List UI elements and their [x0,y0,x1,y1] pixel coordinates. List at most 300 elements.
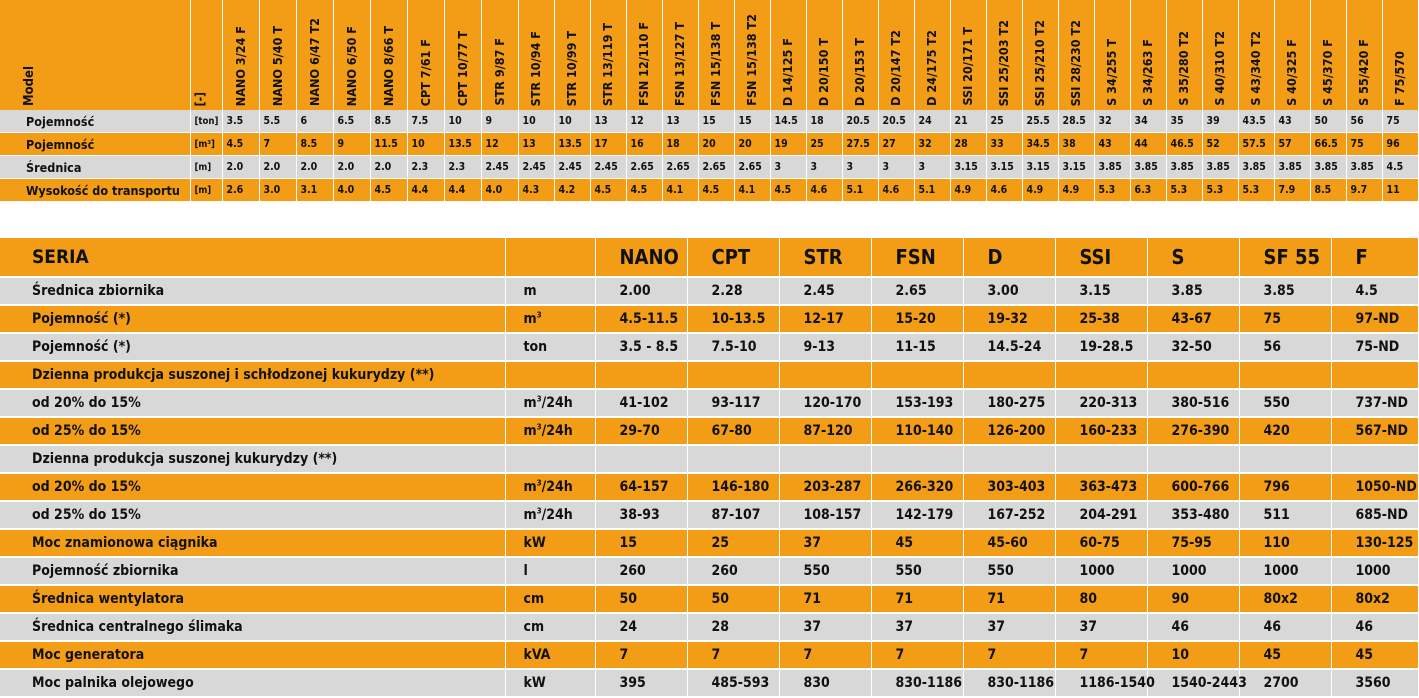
model-value-cell: 7 [259,133,296,156]
series-value-cell: 25-38 [1055,305,1147,333]
model-value-cell: 4.5 [698,179,734,202]
series-value-cell: 50 [595,585,687,613]
series-value-cell: 2.65 [871,277,963,305]
model-name [734,0,770,110]
model-value-cell: 4.9 [950,179,986,202]
series-value-cell: 7 [1055,641,1147,669]
model-name-text: F 75/570 [1392,51,1407,106]
model-name [698,0,734,110]
series-value-cell [1331,361,1418,389]
series-value-cell [779,445,871,473]
model-value-cell: 3 [770,156,806,179]
series-value-cell [1239,445,1331,473]
series-value-cell: 97-ND [1331,305,1418,333]
model-name [950,0,986,110]
series-value-cell: 180-275 [963,389,1055,417]
series-header-unit [505,238,595,277]
unit-superscript: 3 [536,506,542,516]
model-value-cell: 25 [806,133,842,156]
model-name-text: STR 13/119 T [600,22,615,106]
series-value-cell: 1540-2443 [1147,669,1239,697]
model-value-cell: 43.5 [1238,110,1274,133]
unit-base: kW [523,535,546,551]
model-value-cell: 2.45 [590,156,626,179]
series-header-row [0,238,1418,277]
series-value-cell: 146-180 [687,473,779,501]
series-row [0,613,1418,641]
model-value-cell: 7.9 [1274,179,1310,202]
model-row-unit: [ton] [190,110,222,133]
model-name-text: S 45/370 F [1320,39,1335,106]
series-value-cell: 220-313 [1055,389,1147,417]
series-value-cell: 2.45 [779,277,871,305]
model-name-text: S 35/280 T2 [1176,31,1191,106]
series-value-cell: 7 [687,641,779,669]
series-row-label: Moc generatora [0,641,505,669]
series-value-cell: 567-ND [1331,417,1418,445]
model-value-cell: 3 [806,156,842,179]
model-name [407,0,444,110]
model-value-cell: 4.6 [806,179,842,202]
model-value-cell: 5.1 [842,179,878,202]
model-value-cell: 2.45 [554,156,590,179]
model-value-cell: 3.85 [1094,156,1130,179]
series-value-cell: 71 [963,585,1055,613]
model-value-cell: 25.5 [1022,110,1058,133]
series-value-cell: 3.5 - 8.5 [595,333,687,361]
series-value-cell: 24 [595,613,687,641]
model-value-cell: 9 [333,133,370,156]
model-value-cell: 13 [662,110,698,133]
unit-tail: /24h [541,507,573,523]
model-value-cell: 2.0 [370,156,407,179]
series-value-cell [687,445,779,473]
model-name [333,0,370,110]
model-value-cell: 50 [1310,110,1346,133]
series-value-cell: 64-157 [595,473,687,501]
model-value-cell: 17 [590,133,626,156]
model-name [806,0,842,110]
series-value-cell [871,361,963,389]
model-name [481,0,518,110]
model-value-cell: 57 [1274,133,1310,156]
model-name-text: SSI 28/230 T2 [1068,19,1083,106]
series-value-cell: 3560 [1331,669,1418,697]
series-name: STR [779,238,871,277]
series-value-cell: 108-157 [779,501,871,529]
unit-base: ton [523,339,548,355]
model-value-cell: 4.5 [222,133,259,156]
series-value-cell: 71 [779,585,871,613]
model-row [0,110,1418,133]
unit-tail: /24h [541,423,573,439]
series-value-cell: 80x2 [1331,585,1418,613]
model-value-cell: 13 [590,110,626,133]
series-value-cell [595,361,687,389]
series-row-label: Pojemność (*) [0,305,505,333]
series-value-cell: 600-766 [1147,473,1239,501]
model-value-cell: 21 [950,110,986,133]
model-value-cell: 3.85 [1346,156,1382,179]
series-row-unit [505,473,595,501]
model-row-label: Wysokość do transportu [0,179,190,202]
model-name [914,0,950,110]
model-value-cell: 2.0 [259,156,296,179]
series-value-cell: 37 [871,613,963,641]
model-name-text: S 55/420 F [1356,39,1371,106]
model-value-cell: 4.5 [370,179,407,202]
unit-base: m [523,507,537,523]
model-value-cell: 52 [1202,133,1238,156]
series-row-unit [505,277,595,305]
series-row-label: Moc palnika olejowego [0,669,505,697]
series-row-label: Średnica centralnego ślimaka [0,613,505,641]
series-value-cell [1055,361,1147,389]
model-name-text: D 20/147 T2 [888,30,903,106]
series-value-cell [687,361,779,389]
model-value-cell: 14.5 [770,110,806,133]
model-value-cell: 11.5 [370,133,407,156]
model-value-cell: 3.0 [259,179,296,202]
series-value-cell: 90 [1147,585,1239,613]
series-row [0,389,1418,417]
series-value-cell: 38-93 [595,501,687,529]
series-row-label: Średnica zbiornika [0,277,505,305]
model-name-text: D 20/153 T [852,37,867,106]
series-value-cell [1147,445,1239,473]
model-name [444,0,481,110]
series-value-cell: 167-252 [963,501,1055,529]
model-name [1274,0,1310,110]
model-value-cell: 3.15 [950,156,986,179]
series-value-cell: 46 [1239,613,1331,641]
model-value-cell: 3.85 [1238,156,1274,179]
series-value-cell: 80x2 [1239,585,1331,613]
model-value-cell: 56 [1346,110,1382,133]
series-value-cell: 14.5-24 [963,333,1055,361]
series-value-cell [963,445,1055,473]
series-value-cell: 1000 [1331,557,1418,585]
series-value-cell: 4.5-11.5 [595,305,687,333]
series-value-cell: 50 [687,585,779,613]
model-name [370,0,407,110]
series-row [0,417,1418,445]
model-name [296,0,333,110]
model-value-cell: 19 [770,133,806,156]
series-row-unit [505,445,595,473]
model-value-cell: 8.5 [370,110,407,133]
model-name-text: STR 9/87 F [491,38,507,106]
model-name [518,0,554,110]
series-row [0,529,1418,557]
model-value-cell: 27.5 [842,133,878,156]
series-value-cell: 126-200 [963,417,1055,445]
model-value-cell: 2.45 [518,156,554,179]
series-value-cell: 395 [595,669,687,697]
series-value-cell: 303-403 [963,473,1055,501]
series-value-cell: 10 [1147,641,1239,669]
series-row-label: Dzienna produkcja suszonej kukurydzy (**) [0,445,505,473]
model-value-cell: 28 [950,133,986,156]
model-header-label-text: Model [22,66,37,106]
series-value-cell [1147,361,1239,389]
model-value-cell: 5.5 [259,110,296,133]
model-name-text: FSN 15/138 T2 [744,14,759,106]
model-header-unit [190,0,222,110]
series-value-cell: 1050-ND [1331,473,1418,501]
series-value-cell: 3.85 [1147,277,1239,305]
series-row [0,277,1418,305]
series-row [0,501,1418,529]
model-name [878,0,914,110]
model-name [662,0,698,110]
model-value-cell: 25 [986,110,1022,133]
model-value-cell: 28.5 [1058,110,1094,133]
model-name-text: D 24/175 T2 [924,30,939,106]
model-value-cell: 2.0 [222,156,259,179]
series-row [0,641,1418,669]
series-value-cell: 45 [871,529,963,557]
model-name [770,0,806,110]
series-value-cell: 796 [1239,473,1331,501]
model-value-cell: 4.9 [1022,179,1058,202]
series-row-label: od 25% do 15% [0,417,505,445]
model-row-label: Średnica [0,156,190,179]
series-value-cell: 260 [687,557,779,585]
model-value-cell: 3.15 [1022,156,1058,179]
model-value-cell: 96 [1382,133,1418,156]
model-name [1202,0,1238,110]
series-value-cell: 7 [779,641,871,669]
model-value-cell: 39 [1202,110,1238,133]
series-value-cell: 15 [595,529,687,557]
series-value-cell [963,361,1055,389]
series-name: S [1147,238,1239,277]
model-name-text: NANO 8/66 T [380,25,396,106]
series-row-label: od 20% do 15% [0,473,505,501]
model-name-text: SSI 25/203 T2 [996,19,1011,106]
series-value-cell [1055,445,1147,473]
model-value-cell: 13.5 [554,133,590,156]
series-value-cell: 685-ND [1331,501,1418,529]
unit-base: m [523,311,537,327]
model-name-text: D 14/125 F [780,37,795,106]
series-value-cell: 12-17 [779,305,871,333]
series-name: FSN [871,238,963,277]
series-value-cell: 1186-1540 [1055,669,1147,697]
series-name: SSI [1055,238,1147,277]
series-value-cell: 2.28 [687,277,779,305]
model-value-cell: 4.5 [626,179,662,202]
series-row-unit [505,417,595,445]
series-value-cell: 830 [779,669,871,697]
model-value-cell: 43 [1274,110,1310,133]
model-name-text: S 40/310 T2 [1212,31,1227,106]
model-value-cell: 2.3 [444,156,481,179]
model-value-cell: 75 [1346,133,1382,156]
series-value-cell: 260 [595,557,687,585]
model-name-text: STR 10/99 T [564,30,579,106]
model-value-cell: 5.3 [1094,179,1130,202]
series-value-cell: 7 [871,641,963,669]
series-value-cell: 10-13.5 [687,305,779,333]
series-value-cell [1239,361,1331,389]
model-name [626,0,662,110]
model-value-cell: 4.6 [986,179,1022,202]
unit-base: l [523,563,528,579]
series-name: CPT [687,238,779,277]
series-value-cell: 45 [1239,641,1331,669]
model-row [0,156,1418,179]
model-value-cell: 9.7 [1346,179,1382,202]
series-value-cell: 75-95 [1147,529,1239,557]
series-row-label: Moc znamionowa ciągnika [0,529,505,557]
model-header-label [0,0,190,110]
model-name [590,0,626,110]
model-value-cell: 3 [878,156,914,179]
unit-superscript: 3 [536,310,542,320]
series-value-cell: 9-13 [779,333,871,361]
series-value-cell: 46 [1147,613,1239,641]
unit-tail: /24h [541,479,573,495]
unit-base: m [523,479,537,495]
series-value-cell: 1000 [1055,557,1147,585]
model-value-cell: 5.1 [914,179,950,202]
series-value-cell: 32-50 [1147,333,1239,361]
series-value-cell: 353-480 [1147,501,1239,529]
model-value-cell: 3 [842,156,878,179]
model-value-cell: 6.3 [1130,179,1166,202]
model-name-text: NANO 5/40 T [269,25,285,106]
series-value-cell: 43-67 [1147,305,1239,333]
series-value-cell: 380-516 [1147,389,1239,417]
series-row-unit [505,529,595,557]
series-value-cell: 41-102 [595,389,687,417]
model-value-cell: 12 [481,133,518,156]
model-spec-table [0,0,1419,202]
model-value-cell: 4.5 [590,179,626,202]
model-value-cell: 20.5 [878,110,914,133]
unit-base: kW [523,675,546,691]
model-header-row [0,0,1418,110]
model-value-cell: 2.0 [296,156,333,179]
model-name-text: SSI 25/210 T2 [1032,19,1047,106]
model-value-cell: 4.1 [734,179,770,202]
series-row [0,669,1418,697]
series-value-cell: 87-107 [687,501,779,529]
model-value-cell: 3.85 [1202,156,1238,179]
model-row-unit: [m] [190,156,222,179]
model-value-cell: 32 [914,133,950,156]
series-row [0,305,1418,333]
series-value-cell: 550 [963,557,1055,585]
model-value-cell: 6.5 [333,110,370,133]
model-name-text: CPT 7/61 F [417,38,433,106]
series-value-cell: 7 [963,641,1055,669]
model-value-cell: 8.5 [1310,179,1346,202]
series-name: F [1331,238,1418,277]
model-value-cell: 66.5 [1310,133,1346,156]
model-value-cell: 3.85 [1166,156,1202,179]
unit-superscript: 3 [536,422,542,432]
model-value-cell: 3.85 [1130,156,1166,179]
model-name-text: NANO 6/50 F [343,25,359,106]
model-name [1130,0,1166,110]
model-name-text: S 40/325 F [1284,39,1299,106]
series-value-cell: 60-75 [1055,529,1147,557]
series-row-unit [505,669,595,697]
series-value-cell: 1000 [1147,557,1239,585]
model-name-text: SSI 20/171 T [960,27,975,106]
model-name-text: FSN 15/138 T [708,22,723,106]
series-value-cell: 4.5 [1331,277,1418,305]
series-value-cell: 420 [1239,417,1331,445]
model-value-cell: 4.4 [407,179,444,202]
model-value-cell: 75 [1382,110,1418,133]
model-value-cell: 3.5 [222,110,259,133]
series-row-unit [505,585,595,613]
model-value-cell: 6 [296,110,333,133]
model-name [1022,0,1058,110]
series-row [0,445,1418,473]
series-value-cell: 830-1186 [871,669,963,697]
series-value-cell: 19-28.5 [1055,333,1147,361]
model-value-cell: 10 [407,133,444,156]
model-value-cell: 24 [914,110,950,133]
model-value-cell: 2.65 [662,156,698,179]
series-name: D [963,238,1055,277]
model-row-unit: [m³] [190,133,222,156]
series-value-cell: 37 [779,613,871,641]
series-value-cell: 29-70 [595,417,687,445]
model-value-cell: 10 [554,110,590,133]
model-value-cell: 15 [734,110,770,133]
model-value-cell: 5.3 [1238,179,1274,202]
unit-base: cm [523,619,545,635]
model-name-text: NANO 3/24 F [232,25,248,106]
series-row-label: od 25% do 15% [0,501,505,529]
model-value-cell: 20 [734,133,770,156]
model-value-cell: 2.65 [698,156,734,179]
series-value-cell: 2700 [1239,669,1331,697]
series-value-cell: 19-32 [963,305,1055,333]
series-row [0,585,1418,613]
model-name [1094,0,1130,110]
model-value-cell: 5.3 [1202,179,1238,202]
series-value-cell: 550 [1239,389,1331,417]
series-row-unit [505,501,595,529]
model-value-cell: 4.0 [333,179,370,202]
series-value-cell: 28 [687,613,779,641]
model-row [0,133,1418,156]
model-name [1238,0,1274,110]
series-value-cell: 46 [1331,613,1418,641]
model-value-cell: 4.5 [770,179,806,202]
model-name-text: STR 10/94 F [528,30,543,106]
model-value-cell: 4.2 [554,179,590,202]
series-value-cell: 37 [963,613,1055,641]
series-row-unit [505,389,595,417]
model-value-cell: 4.3 [518,179,554,202]
series-name: NANO [595,238,687,277]
model-name [842,0,878,110]
model-name [1166,0,1202,110]
model-row [0,179,1418,202]
model-value-cell: 2.65 [626,156,662,179]
series-value-cell: 511 [1239,501,1331,529]
series-value-cell: 153-193 [871,389,963,417]
series-row-label: Pojemność (*) [0,333,505,361]
